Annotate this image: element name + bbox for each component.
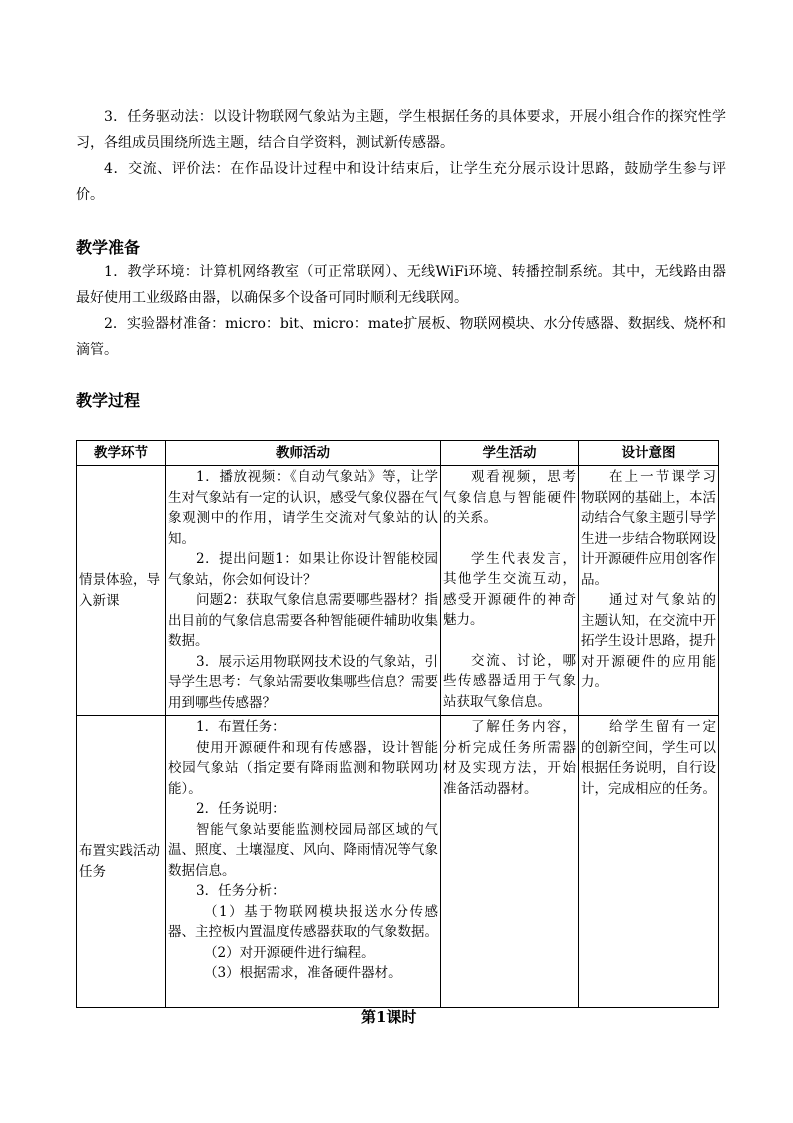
- method-4: 4．交流、评价法：在作品设计过程中和设计结束后，让学生充分展示设计思路，鼓励学生参与评价。: [76, 161, 726, 203]
- process-heading: 教学过程: [76, 391, 141, 410]
- teacher-cell: [166, 466, 441, 716]
- header-teacher: 教师活动: [166, 441, 441, 466]
- intent-line: 通过对气象站的主题认知，在交流中开拓学生设计思路，提升对开源硬件的应用能力。: [581, 592, 716, 690]
- student-cell: [441, 466, 579, 716]
- table-row: [77, 716, 719, 1008]
- intent-cell: [579, 466, 719, 716]
- student-line: 了解任务内容，分析完成任务所需器材及实现方法，开始准备活动器材。: [443, 719, 576, 797]
- student-line: 观看视频，思考气象信息与智能硬件的关系。: [443, 469, 576, 526]
- header-student: 学生活动: [441, 441, 579, 466]
- lesson-label: 第1课时: [361, 1008, 417, 1026]
- student-cell: [441, 716, 579, 1008]
- teacher-cell: [166, 716, 441, 1008]
- prep-item-1: 1．教学环境：计算机网络教室（可正常联网）、无线WiFi环境、转播控制系统。其中，无线路由器最好使用工业级路由器，以确保多个设备可同时顺利无线联网。: [76, 264, 726, 306]
- table-row: [77, 466, 719, 716]
- header-stage: 教学环节: [77, 441, 166, 466]
- prep-heading: 教学准备: [76, 238, 141, 257]
- stage-cell: 布置实践活动任务: [77, 716, 166, 1008]
- teacher-line: （1）基于物联网模块报送水分传感器、主控板内置温度传感器获取的气象数据。: [168, 903, 438, 940]
- prep-item-2: 2．实验器材准备：micro：bit、micro：mate扩展板、物联网模块、水分传感器、数据线、烧杯和滴管。: [76, 316, 726, 358]
- teacher-line: 3．展示运用物联网技术设的气象站，引导学生思考：气象站需要收集哪些信息？需要用到哪些传感器？: [168, 653, 438, 711]
- intent-line: 在上一节课学习物联网的基础上，本活动结合气象主题引导学生进一步结合物联网设计开源硬件应用创客作品。: [581, 469, 716, 588]
- teacher-line: 2．提出问题1：如果让你设计智能校园气象站，你会如何设计？: [168, 551, 438, 588]
- teacher-line: 3．任务分析：: [196, 883, 286, 899]
- teacher-line: 智能气象站要能监测校园局部区域的气温、照度、土壤湿度、风向、降雨情况等气象数据信息。: [168, 821, 438, 879]
- teacher-line: （2）对开源硬件进行编程。: [204, 944, 375, 961]
- stage-cell: 情景体验，导入新课: [77, 466, 166, 716]
- student-line: 交流、讨论，哪些传感器适用于气象站获取气象信息。: [443, 652, 576, 710]
- teacher-line: 使用开源硬件和现有传感器，设计智能校园气象站（指定要有降雨监测和物联网功能）。: [168, 739, 438, 797]
- table-header-row: [77, 441, 719, 466]
- intent-line: 给学生留有一定的创新空间，学生可以根据任务说明，自行设计，完成相应的任务。: [581, 719, 716, 797]
- intent-cell: [579, 716, 719, 1008]
- teacher-line: （3）根据需求，准备硬件器材。: [204, 965, 402, 981]
- method-3: 3．任务驱动法：以设计物联网气象站为主题，学生根据任务的具体要求，开展小组合作的探究性学习，各组成员围绕所选主题，结合自学资料，测试新传感器。: [76, 109, 726, 151]
- teaching-process-table: [76, 440, 719, 1008]
- header-intent: 设计意图: [579, 441, 719, 466]
- teacher-line: 1．播放视频：《自动气象站》等，让学生对气象站有一定的认识，感受气象仪器在气象观测中的作用，请学生交流对气象站的认知。: [168, 469, 438, 547]
- teacher-line: 问题2：获取气象信息需要哪些器材？指出目前的气象信息需要各种智能硬件辅助收集数据。: [168, 592, 438, 649]
- student-line: 学生代表发言，其他学生交流互动，感受开源硬件的神奇魅力。: [443, 550, 576, 628]
- teacher-line: 1．布置任务：: [196, 719, 286, 735]
- teacher-line: 2．任务说明：: [196, 801, 286, 817]
